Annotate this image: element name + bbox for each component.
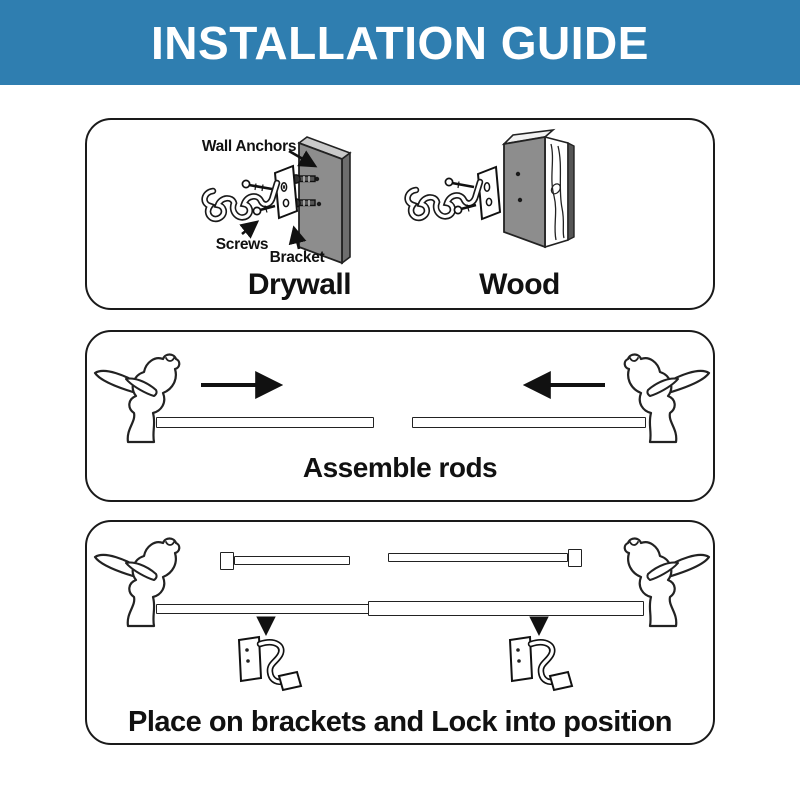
rod-end-cap	[568, 549, 582, 567]
wall-anchors-label: Wall Anchors	[201, 138, 297, 155]
curtain-rod-right	[412, 417, 646, 428]
screws-label: Screws	[215, 236, 269, 253]
rod-piece-long	[388, 553, 568, 562]
panel-place-brackets	[85, 520, 715, 745]
wood-mounting-illustration	[402, 130, 582, 278]
panel-mounting	[85, 118, 715, 310]
screws-callout-arrow	[242, 222, 257, 234]
panel-assemble-rods	[85, 330, 715, 502]
assemble-rods-caption: Assemble rods	[302, 452, 498, 483]
screw-icon	[242, 180, 272, 191]
single-hook-bracket-icon	[508, 634, 572, 696]
screw-icon	[454, 205, 476, 214]
header-banner	[0, 0, 800, 85]
curtain-rod-right	[368, 601, 644, 616]
page-title: INSTALLATION GUIDE	[151, 16, 649, 69]
rod-end-cap	[220, 552, 234, 570]
wood-caption: Wood	[479, 268, 560, 301]
bird-finial-right-icon	[602, 352, 712, 444]
bird-finial-left-icon	[92, 536, 202, 628]
bird-finial-left-icon	[92, 352, 202, 444]
arrow-left-icon	[495, 376, 607, 394]
bracket-label: Bracket	[269, 249, 325, 266]
screw-icon	[445, 178, 474, 188]
drywall-caption: Drywall	[247, 268, 352, 301]
bracket-plate-icon	[275, 166, 297, 218]
arrow-right-icon	[199, 376, 311, 394]
curtain-rod-left	[156, 604, 372, 614]
rod-piece-short	[234, 556, 350, 565]
bracket-plate-icon	[478, 167, 500, 219]
curtain-rod-left	[156, 417, 374, 428]
wood-block-icon	[504, 130, 574, 247]
place-brackets-caption: Place on brackets and Lock into position	[128, 706, 672, 738]
single-hook-bracket-icon	[237, 634, 301, 696]
